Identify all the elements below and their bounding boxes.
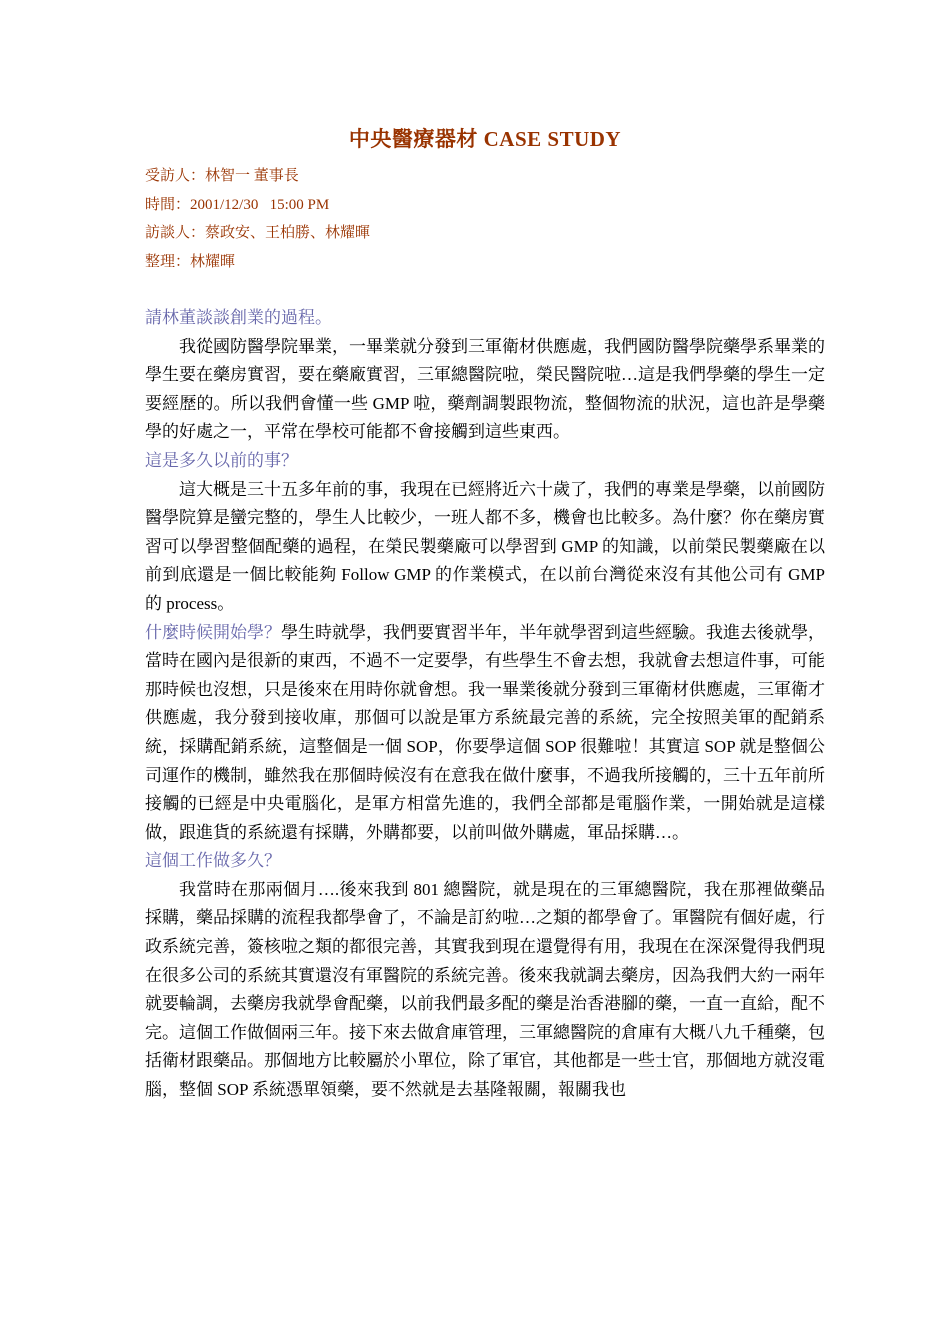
answer-2: 這大概是三十五多年前的事，我現在已經將近六十歲了，我們的專業是學藥，以前國防醫學院算是蠻完整的，學生人比較少，一班人都不多，機會也比較多。為什麼？你在藥房實習可以學習整個配藥的過程，在榮民製藥廠可以學習到 GMP 的知識，以前榮民製藥廠在以前到底還是一個比較能夠 Follow GMP 的作業模式，在以前台灣從來沒有其他公司有 GMP 的 process。 — [145, 479, 825, 613]
question-3: 什麼時候開始學？ — [145, 622, 281, 642]
interviewee-line: 受訪人：林智一 董事長 — [145, 168, 299, 184]
section-spacer — [145, 276, 825, 304]
answer-3: 學生時就學，我們要實習半年，半年就學習到這些經驗。我進去後就學，當時在國內是很新的東西，不過不一定要學，有些學生不會去想，我就會去想這件事，可能那時候也沒想，只是後來在用時你就會想。我一畢業後就分發到三軍衛材供應處，三軍衛才供應處，我分發到接收庫，那個可以說是軍方系統最完善的系統，完全按照美軍的配銷系統，採購配銷系統，這整個是一個 SOP，你要學這個 SOP 很難啦！其實這 SOP 就是整個公司運作的機制，雖然我在那個時候沒有在意我在做什麼事，不過我所接觸的，三十五年前所接觸的已經是中央電腦化，是軍方相當先進的，我們全部都是電腦作業，一開始就是這樣做，跟進貨的系統還有採購，外購都要，以前叫做外購處，軍品採購…。 — [145, 622, 825, 842]
editor-line: 整理：林耀暉 — [145, 253, 236, 270]
qa-3 — [145, 619, 825, 848]
interview-time-line: 時間：2001/12/30 15:00 PM — [145, 196, 330, 213]
question-1: 請林董談談創業的過程。 — [145, 308, 332, 327]
interviewers-line: 訪談人：蔡政安、王柏勝、林耀暉 — [145, 225, 371, 241]
answer-4: 我當時在那兩個月….後來我到 801 總醫院，就是現在的三軍總醫院，我在那裡做藥品採購，藥品採購的流程我都學會了，不論是訂約啦…之類的都學會了。軍醫院有個好處，行政系統完善，簽核啦之類的都很完善，其實我到現在還覺得有用，我現在在深深覺得我們現在很多公司的系統其實還沒有軍醫院的系統完善。後來我就調去藥房，因為我們大約一兩年就要輪調，去藥房我就學會配藥，以前我們最多配的藥是治香港腳的藥，一直一直給，配不完。這個工作做個兩三年。接下來去做倉庫管理，三軍總醫院的倉庫有大概八九千種藥，包括衛材跟藥品。那個地方比較屬於小單位，除了軍官，其他都是一些士官，那個地方就沒電腦，整個 SOP 系統憑單領藥，要不然就是去基隆報關，報關我也 — [145, 879, 825, 1100]
answer-1: 我從國防醫學院畢業，一畢業就分發到三軍衛材供應處，我們國防醫學院藥學系畢業的學生要在藥房實習，要在藥廠實習，三軍總醫院啦，榮民醫院啦…這是我們學藥的學生一定要經歷的。所以我們會懂一些 GMP 啦，藥劑調製跟物流，整個物流的狀況，這也許是學藥學的好處之一，平常在學校可能都不會接觸到這些東西。 — [145, 336, 825, 442]
question-2: 這是多久以前的事？ — [145, 450, 298, 470]
document-page — [145, 122, 825, 1105]
question-4: 這個工作做多久？ — [145, 851, 281, 871]
document-title: 中央醫療器材 CASE STUDY — [348, 127, 622, 151]
